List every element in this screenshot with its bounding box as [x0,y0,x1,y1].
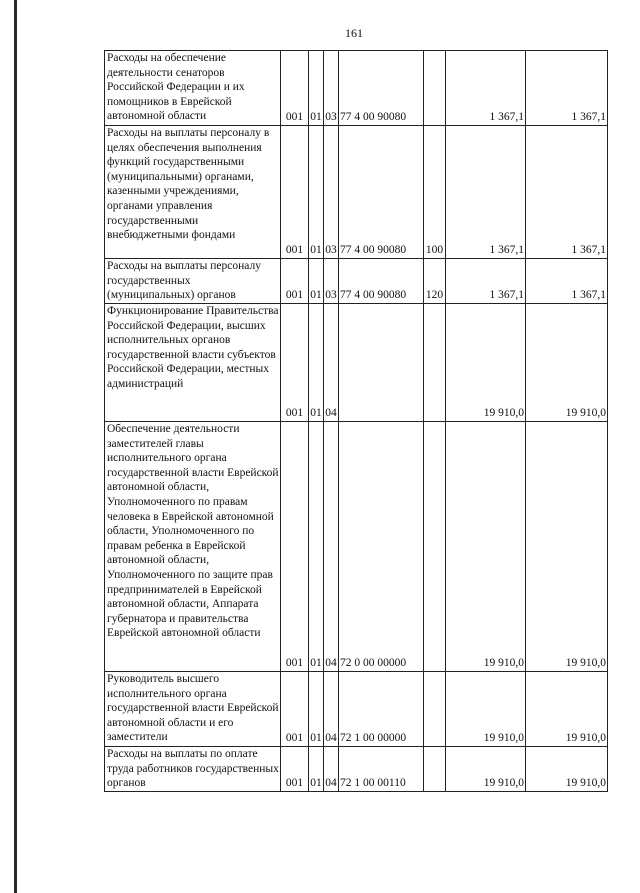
row-name: Обеспечение деятельности заместителей главы исполнительного органа государственной власти Еврейской автономной области, Уполномоченного по правам человека в Еврейской автономной области, Уполномоченного по правам ребенка в Еврейской автономной области, Уполномоченного по защите прав предпринимателей в Еврейской автономной области, Аппарата губернатора и правительства Еврейской автономной области [105,422,281,672]
ministry-code: 001 [281,51,309,126]
table-row [105,126,608,259]
section-code: 01 [309,747,324,792]
table-row [105,747,608,792]
target-article: 77 4 00 90080 [339,126,424,259]
amount-1: 19 910,0 [446,747,526,792]
page-number: 161 [345,26,363,40]
row-name: Расходы на выплаты персоналу государственных (муниципальных) органов [105,259,281,304]
subsection-code: 04 [324,304,339,422]
expense-type: 120 [424,259,446,304]
budget-table [104,50,608,792]
expense-type [424,672,446,747]
row-name: Расходы на выплаты персоналу в целях обеспечения выполнения функций государственными (муниципальными) органами, казенными учреждениями, органами управления государственными внебюджетными фондами [105,126,281,259]
target-article: 72 1 00 00000 [339,672,424,747]
expense-type [424,51,446,126]
target-article: 72 0 00 00000 [339,422,424,672]
amount-2: 19 910,0 [526,672,608,747]
section-code: 01 [309,51,324,126]
ministry-code: 001 [281,304,309,422]
amount-1: 1 367,1 [446,126,526,259]
subsection-code: 03 [324,51,339,126]
amount-1: 19 910,0 [446,422,526,672]
expense-type [424,304,446,422]
table-row [105,672,608,747]
section-code: 01 [309,304,324,422]
row-name: Функционирование Правительства Российской Федерации, высших исполнительных органов государственной власти субъектов Российской Федерации, местных администраций [105,304,281,422]
amount-1: 1 367,1 [446,259,526,304]
ministry-code: 001 [281,259,309,304]
expense-type: 100 [424,126,446,259]
amount-1: 19 910,0 [446,304,526,422]
subsection-code: 03 [324,259,339,304]
amount-2: 19 910,0 [526,304,608,422]
expense-type [424,422,446,672]
amount-2: 1 367,1 [526,51,608,126]
table-row [105,51,608,126]
target-article: 77 4 00 90080 [339,259,424,304]
ministry-code: 001 [281,672,309,747]
amount-2: 19 910,0 [526,747,608,792]
amount-1: 19 910,0 [446,672,526,747]
section-code: 01 [309,672,324,747]
expense-type [424,747,446,792]
table-row [105,304,608,422]
row-name: Расходы на обеспечение деятельности сенаторов Российской Федерации и их помощников в Еврейской автономной области [105,51,281,126]
page-edge-line [14,0,17,893]
subsection-code: 04 [324,747,339,792]
section-code: 01 [309,422,324,672]
table-row [105,259,608,304]
subsection-code: 04 [324,422,339,672]
section-code: 01 [309,259,324,304]
ministry-code: 001 [281,126,309,259]
amount-2: 1 367,1 [526,259,608,304]
target-article [339,304,424,422]
amount-2: 19 910,0 [526,422,608,672]
ministry-code: 001 [281,747,309,792]
amount-2: 1 367,1 [526,126,608,259]
row-name: Расходы на выплаты по оплате труда работников государственных органов [105,747,281,792]
table-row [105,422,608,672]
target-article: 77 4 00 90080 [339,51,424,126]
section-code: 01 [309,126,324,259]
amount-1: 1 367,1 [446,51,526,126]
subsection-code: 03 [324,126,339,259]
subsection-code: 04 [324,672,339,747]
ministry-code: 001 [281,422,309,672]
row-name: Руководитель высшего исполнительного органа государственной власти Еврейской автономной области и его заместители [105,672,281,747]
target-article: 72 1 00 00110 [339,747,424,792]
